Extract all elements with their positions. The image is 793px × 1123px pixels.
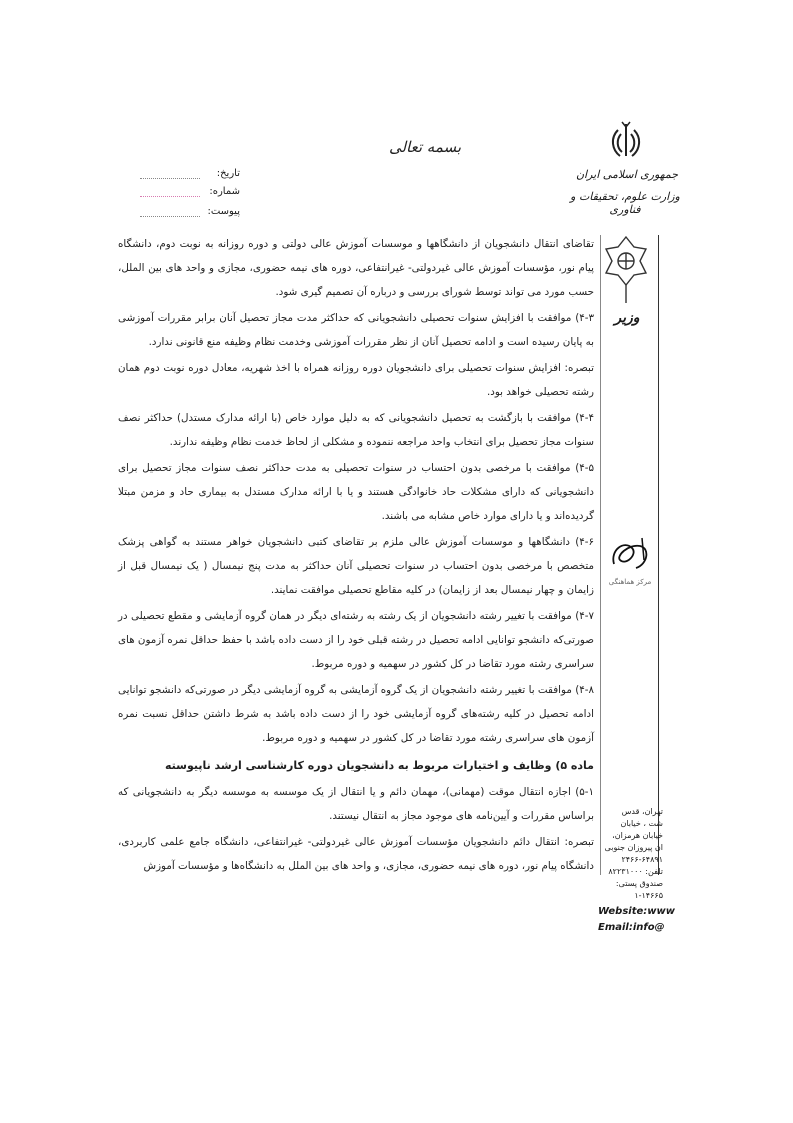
paragraph: تبصره: انتقال دائم دانشجویان مؤسسات آموزش عالی غیردولتی- غیرانتفاعی، دانشگاه جامع علمی کاربردی، دانشگاه پیام نور، دوره های نیمه حضوری، مجازی، و واحد های بین الملل به دانشگاه‌ها و مؤسسات آموزش <box>118 836 594 872</box>
number-line <box>140 196 200 197</box>
paragraph: ۴-۸) موافقت با تغییر رشته دانشجویان از یک گروه آزمایشی به گروه آزمایشی دیگر در صورتی‌که دانشجو توانایی ادامه تحصیل در کلیه رشته‌های گروه آزمایشی خود را از دست داده باشد به شرط داشتن حداقل نسبت نمره آزمون های سراسری رشته مورد تقاضا در کل کشور در سهمیه و دوره مربوط. <box>118 684 594 744</box>
attachment-line <box>140 216 200 217</box>
ministry-title: وزارت علوم، تحقیقات و فناوری <box>570 190 680 216</box>
number-field <box>140 186 240 200</box>
date-field <box>140 168 240 182</box>
paragraph: ۴-۵) موافقت با مرخصی بدون احتساب در سنوات تحصیلی به مدت حداکثر نصف سنوات مجاز تحصیل برای دانشجویانی که دارای مشکلات حاد خانوادگی هستند و یا با ارائه مدارک مستدل به بیماری حاد و مزمن مبتلا گردیده‌اند و یا دارای موارد خاص مشابه می باشند. <box>118 462 594 522</box>
address-line: تلفن: ۸۲۲۳۱۰۰۰ <box>608 867 663 876</box>
signature-icon <box>606 530 656 580</box>
basmala-heading: بسمه تعالی <box>388 138 462 156</box>
paragraph: تبصره: افزایش سنوات تحصیلی برای دانشجویان دوره روزانه همراه با اخذ شهریه، معادل دوره نوبت دوم همان رشته تحصیلی خواهد بود. <box>118 362 594 398</box>
paragraph: ۵-۱) اجازه انتقال موقت (مهمانی)، مهمان دائم و یا انتقال از یک موسسه به موسسه دیگر به دانشجویانی که براساس مقررات و آیین‌نامه های موجود مجاز به انتقال نیستند. <box>118 786 594 822</box>
attachment-field <box>140 206 240 220</box>
signature-caption: مرکز هماهنگی <box>608 578 652 586</box>
iran-emblem-icon <box>604 120 648 164</box>
minister-label: وزیر <box>614 310 640 326</box>
address-line: صندوق پستی: <box>615 879 663 888</box>
address-line: ۱-۱۴۶۶۵ <box>634 891 663 900</box>
letter-body <box>118 232 594 878</box>
email-text: Email:info@ <box>598 922 665 933</box>
article-heading: ماده ۵) وظایف و اختیارات مربوط به دانشجویان دوره کارشناسی ارشد ناپیوسته <box>164 759 594 772</box>
address-line: تهران، قدس <box>621 807 663 816</box>
government-title: جمهوری اسلامی ایران <box>575 168 679 181</box>
ornament-icon <box>600 235 652 305</box>
paragraph: ۴-۶) دانشگاهها و موسسات آموزش عالی ملزم بر تقاضای کتبی دانشجویان خواهر مستند به گواهی پزشک متخصص با مرخصی بدون احتساب در سنوات تحصیلی آنان حداکثر به مدت پنج نیمسال ( یک نیمسال قبل از زایمان و چهار نیمسال بعد از زایمان) در کلیه مقاطع تحصیلی موافقت نمایند. <box>118 536 594 596</box>
address-line: خیابان هرمزان، <box>612 831 663 840</box>
paragraph: ۴-۴) موافقت با بازگشت به تحصیل دانشجویانی که به دلیل موارد خاص (با ارائه مدارک مستدل) حداکثر نصف سنوات مجاز تحصیل برای انتخاب واحد مراجعه ننموده و مشکلی از لحاظ خدمت نظام وظیفه ندارند. <box>118 412 594 448</box>
number-label: شماره: <box>209 186 240 197</box>
website-text: Website:www <box>598 906 675 917</box>
margin-divider-inner <box>600 235 601 875</box>
paragraph: تقاضای انتقال دانشجویان از دانشگاهها و موسسات آموزش عالی دولتی و دوره روزانه به نوبت دوم، دانشگاه پیام نور، مؤسسات آموزش عالی غیردولتی- غیرانتفاعی، دوره های نیمه حضوری، مجازی و واحد های بین الملل، حسب مورد می تواند توسط شورای بررسی و درباره آن تصمیم گیری شود. <box>118 238 594 298</box>
paragraph: ۴-۷) موافقت با تغییر رشته دانشجویان از یک رشته به رشته‌ای دیگر در همان گروه آزمایشی و مقطع تحصیلی در صورتی‌که دانشجو توانایی ادامه تحصیل در رشته قبلی خود را از دست داده باشد با حفظ حداقل نمره آزمون های سراسری رشته مورد تقاضا در کل کشور در سهمیه و دوره مربوط. <box>118 610 594 670</box>
address-line: شت ، خیابان <box>620 819 663 828</box>
attachment-label: پیوست: <box>207 206 240 217</box>
address-line: ان پیروزان جنوبی <box>604 843 663 852</box>
paragraph: ۴-۳) موافقت با افزایش سنوات تحصیلی دانشجویانی که حداکثر مدت مجاز تحصیل آنان برابر مقررات آموزشی به پایان رسیده است و ادامه تحصیل آنان از نظر مقررات آموزشی وخدمت نظام وظیفه منع قانونی ندارد. <box>118 312 594 348</box>
margin-divider-outer <box>658 235 659 875</box>
date-label: تاریخ: <box>216 168 240 179</box>
date-line <box>140 178 200 179</box>
address-line: ۲۴۶۶-۶۴۸۹۱ <box>621 855 663 864</box>
